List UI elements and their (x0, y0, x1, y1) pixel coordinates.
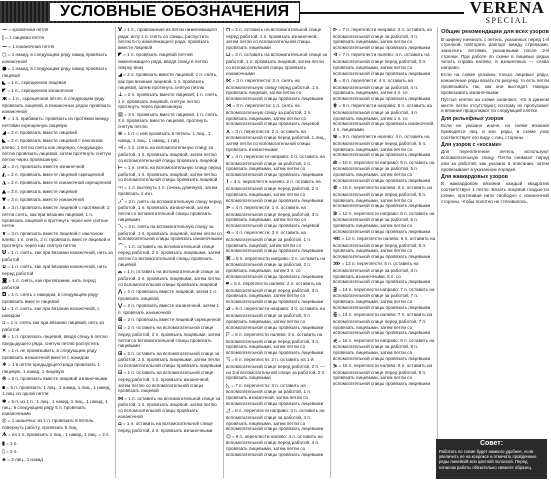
section-heading: Для жаккардовых узоров (441, 174, 508, 181)
legend-description: = 1 лицевая петля (5, 35, 45, 41)
legend-entry (118, 370, 222, 394)
legend-entry (2, 457, 114, 464)
stitch-symbol-icon: ⊕ (2, 334, 7, 341)
legend-entry (2, 189, 114, 196)
legend-entry (333, 312, 436, 336)
legend-description: = 10 п. переплести направо: 5 п. оставить на вспомогательной спице за работой, 5 п. провязать лицевыми, затем петли со вспомогательной спицы провязать лицевыми (333, 159, 435, 183)
legend-description: = 10 п. переплести налево: 5 п. оставить на вспомогательной спице перед работой, 5 п. провязать лицевыми, затем петли со вспомогательной спицы провязать лицевыми (333, 185, 433, 209)
legend-description: = 3 лиц., 1 накид (7, 457, 43, 463)
stitch-symbol-icon: ≡ (118, 131, 123, 138)
stitch-symbol-icon: ⌗ (226, 281, 229, 288)
legend-entry (2, 197, 114, 204)
legend-entry (333, 103, 436, 133)
stitch-symbol-icon: ⊞ (118, 350, 123, 357)
recommendation-paragraph: Пустые клетки на схеме означают, что в данном месте петли отсутствуют, поэтому их пропускают и вязание продолжают по следующей клетке. (441, 96, 549, 114)
legend-entry (118, 112, 222, 130)
stitch-symbol-icon: ⊣ (118, 145, 123, 152)
stitch-symbol-icon: ⋖ (226, 230, 231, 237)
legend-description: = 1 п. снять, как при вязании изнаночной, с накидом (2, 306, 100, 319)
legend-description: = 1 п. снять с накидом, в следующем ряду провязать вместе лицевой (2, 292, 98, 305)
stitch-symbol-icon: ▯ (2, 449, 5, 456)
stitch-symbol-icon: ∎ (2, 384, 6, 391)
stitch-symbol-icon: ∨ (2, 230, 6, 237)
legend-entry (118, 165, 222, 183)
legend-description: = 1 п. прибавить: провязать из протяжки между петлями скрещенную лицевую (2, 116, 109, 128)
section-heading: Для рельефных узоров (441, 115, 504, 122)
stitch-symbol-icon: ✱ (2, 398, 7, 405)
legend-description: = 1 п. снять на вспомогательную спицу за работой, 1 п. провязать лицевой, затем петлю со вспомогательной спицы провязать лицевой (118, 145, 218, 163)
legend-entry (226, 103, 329, 127)
stitch-symbol-icon: ⊗ (2, 376, 7, 383)
legend-description: = кромочная петля (8, 27, 49, 32)
legend-entry (118, 269, 222, 287)
legend-description: = 3 п. провязать вместе лицевой, 1 п. снять, 2 п. провязать вместе лицевой, протянуть снятую петлю (118, 111, 219, 129)
title-block (0, 1, 300, 23)
legend-entry (2, 96, 114, 114)
legend-description: = 3 п. переплести: 1 п. снять на вспомогательную спицу за работой, 2 п. провязать лицевыми, затем петлю со вспомогательной спицы провязать лицевой (226, 103, 320, 127)
stitch-symbol-icon: ▼ (2, 197, 6, 204)
legend-entry (226, 27, 329, 51)
legend-entry (226, 281, 329, 305)
legend-entry (2, 385, 114, 397)
legend-description: = 1 п., провязанная из петли нижележащего ряда: иглу 1 п. снять со спицы, распустить петлю 5-го нижележащего ряда, провязать вместе лицевой (118, 27, 218, 51)
legend-entry (226, 408, 329, 432)
stitch-symbol-icon: ▮ (2, 440, 5, 447)
legend-entry (333, 134, 436, 158)
legend-entry (118, 199, 222, 223)
legend-entry (333, 338, 436, 362)
legend-entry (118, 396, 222, 420)
stitch-symbol-icon: ◿ (226, 408, 230, 415)
legend-entry (118, 72, 222, 90)
legend-description: = 4 п. переплести: 1 п. оставить на вспомогательной спице перед работой, 3 п. провязать лицевыми, затем петлю со вспомогательной спицы провязать лицевой (226, 204, 320, 228)
legend-description: = 8 п. переплести налево: 4 п. оставить на вспомогательной спице перед работой, 4 п. провязать лицевыми, затем петли со вспомогательной спицы провязать лицевыми (226, 433, 324, 457)
stitch-symbol-icon: ⋚ (333, 286, 338, 293)
legend-column-4 (330, 27, 436, 478)
legend-description: = 3 п. провязать вместе изнаночной (7, 197, 84, 203)
stitch-symbol-icon: ⋰ (118, 198, 123, 205)
stitch-symbol-icon: ▤ (118, 111, 123, 118)
stitch-symbol-icon: ⋐ (333, 185, 338, 192)
legend-description: = 9 п. переплести направо: 5 п. оставить на вспомогательной спице за работой, 4 п. провязать лицевыми, затем 1 п. со вспомогательной спицы провязать изнаночной, 4 п. лицевыми (333, 103, 435, 133)
legend-description: = 4 п. переплести направо: 2 п. оставить на вспомогательной спице за работой, 2 п. провязать лицевыми, затем петли со вспомогательной спицы провязать лицевыми (226, 154, 325, 178)
stitch-symbol-icon: ⌒ (118, 243, 123, 250)
section-text: Для переплетения петель используют вспомогательную спицу. Петли снимают перед или за работой, как указано в описании, затем провязывают в указанном порядке. (441, 149, 549, 172)
legend-description: = 2 п. провязать вместе изнаночной скрещенной (7, 180, 112, 186)
legend-description: = 5 п. переплести направо: 3 п. оставить на вспомогательной спице за работой, 2 п. провязать лицевыми, затем 3 п. со вспомогательной спицы провязать лицевыми (226, 255, 326, 279)
legend-columns (2, 27, 549, 478)
recommendations-column (437, 27, 549, 478)
legend-entry (118, 27, 222, 51)
legend-description: = 1 п. оставить на вспомогательной спице за работой, 2 п. провязать лицевыми, затем петлю со вспомогательной спицы провязать лицевой (118, 269, 221, 287)
stitch-symbol-icon: ⋀ (118, 288, 123, 295)
legend-entry (2, 116, 114, 128)
legend-column-3 (223, 27, 329, 478)
stitch-symbol-icon: ⊔ (2, 306, 6, 313)
legend-description: = 1 п. вытянуть 1 п. (очень длинную), затем провязать 1 изн. (118, 184, 218, 197)
legend-column-1 (2, 27, 114, 478)
stitch-symbol-icon: ● (2, 65, 7, 72)
legend-description: = 3 п. переплести: 2 п. снять на вспомогательную спицу перед работой, 1 п. провязать лицевой, затем петли со вспомогательной спицы провязать лицевыми (226, 77, 324, 101)
legend-entry (2, 432, 114, 439)
legend-entry (2, 27, 114, 34)
legend-description: = 3 п. оставить на вспомогательной спице перед работой, 1 п. провязать изнаночной, затем петли со вспомогательной спицы провязать лицевыми (226, 27, 322, 51)
legend-entry (2, 418, 114, 430)
stitch-symbol-icon: ◸ (226, 331, 230, 338)
legend-entry (118, 244, 222, 268)
stitch-symbol-icon: ⋗ (226, 204, 231, 211)
legend-description: = 1 шишечка: из 1 п. провязать 5 петель, повернуть работу, провязать 5 лиц. (2, 418, 95, 431)
legend-entry (226, 256, 329, 280)
legend-description: = 4 п. переплести: 3 п. оставить на вспомогательной спице за работой, 1 п. провязать лицевой, затем петли со вспомогательной спицы провязать лицевыми (226, 230, 324, 254)
stitch-symbol-icon: ◎ (2, 418, 7, 425)
stitch-symbol-icon: ⊳ (333, 27, 338, 33)
legend-entry (333, 27, 436, 51)
stitch-symbol-icon: ⌇ (226, 179, 229, 186)
brand-logo (465, 0, 549, 27)
legend-entry (226, 306, 329, 330)
stitch-symbol-icon: ◈ (2, 457, 6, 464)
legend-column-2 (115, 27, 222, 478)
legend-entry (226, 357, 329, 381)
legend-entry (2, 376, 114, 383)
stitch-symbol-icon: ◣ (2, 138, 6, 145)
legend-entry (118, 92, 222, 110)
stitch-symbol-icon: ⊠ (118, 316, 123, 323)
legend-entry (118, 351, 222, 369)
stitch-symbol-icon: — (2, 27, 7, 33)
legend-entry (226, 332, 329, 356)
legend-description: = 1 п., скрещенная лицевая (7, 79, 67, 85)
legend-description: = 2 п. снять на вспомогательную спицу перед работой, 1 п. провязать изнаночной, затем петли со вспомогательной спицы провязать лицевыми (118, 198, 222, 222)
stitch-symbol-icon: V (118, 27, 122, 33)
legend-description: = 5 п. из 1 п.: 1 лиц., 1 накид, 1 лиц., 1 накид, 1 лиц.; в следующем ряду 5 п. провязать изнаночными (2, 398, 108, 417)
stitch-symbol-icon: ∧ (2, 205, 6, 212)
legend-entry (2, 449, 114, 456)
legend-description: = 8 п. переплести: 4 п. оставить на вспомогательной спице за работой, 4 п. провязать лицевыми, затем 4 п. со вспомогательной спицы провязать лицевыми (333, 77, 431, 101)
stitch-symbol-icon: ▫ (2, 320, 6, 327)
legend-description: = 2 п. провязать вместе изнаночной (7, 163, 85, 169)
stitch-symbol-icon: ♦ (2, 116, 7, 123)
stitch-symbol-icon: ◘ (2, 292, 7, 299)
stitch-symbol-icon: ❖ (2, 362, 7, 369)
stitch-symbol-icon: ⊿ (2, 163, 7, 170)
legend-entry (226, 383, 329, 407)
legend-description: = 2 п. провязать вместе лицевой (7, 130, 78, 136)
stitch-symbol-icon: ⌂ (118, 421, 122, 428)
section-text: В жаккардовом вязании каждый квадратик соответствует 1 петле. Вязать лицевой гладью по схеме, протягивая нити свободно с изнаночной стороны, чтобы полотно не стягивалось. (441, 181, 549, 204)
legend-entry (2, 399, 114, 417)
legend-description: = 2 п. провязать вместе лицевой скрещенной (7, 172, 105, 178)
legend-entry (2, 441, 114, 448)
legend-description: = 1 п. снять, как при вязании изнаночной, нить за работой (2, 250, 113, 263)
legend-entry (2, 35, 114, 42)
legend-entry (333, 287, 436, 311)
legend-entry (2, 52, 114, 64)
advice-text: Работать по схеме будет намного удобнее, если увеличить ее на ксероксе и отмечать пройденные ряды линейкой или цветной полоской. Перед началом работы обязательно свяжите образец. (439, 449, 537, 470)
legend-description: = 2 п. провязать вместе лицевой скрещенной (123, 316, 221, 322)
legend-entry (2, 320, 114, 332)
legend-entry (226, 52, 329, 76)
recommendation-paragraph: В ширину начинать с петель, указанных перед 1-й стрелкой, повторять раппорт между стрелками, закончить петлями, указанными после 2-й стрелки. При работе по схеме в лицевых рядах читать справа налево, в изнаночных — слева направо. (441, 36, 549, 71)
legend-entry (2, 88, 114, 95)
legend-description: = 7 п. переплести: 3 п. оставить на вспомогательной спице за работой, 1 п. провязать изнаночной, затем петли со вспомогательной спицы провязать лицевыми (226, 382, 324, 406)
stitch-symbol-icon: ⊥ (118, 91, 123, 98)
stitch-symbol-icon: | (2, 35, 4, 42)
header-rule (300, 12, 464, 14)
legend-entry (2, 250, 114, 262)
legend-description: = 2 п. снять на вспомогательную спицу за работой, 1 п. провязать лицевой, затем петли со вспомогательной спицы провязать изнаночными (118, 224, 222, 242)
legend-entry (2, 306, 114, 318)
legend-entry (226, 205, 329, 229)
legend-entry (118, 145, 222, 163)
legend-entry (118, 421, 222, 433)
legend-description: = 3 п. оставить на вспомогательной спице за работой, 1 п. провязать лицевой, затем петли со вспомогательной спицы провязать изнаночными (226, 52, 328, 76)
legend-entry (2, 172, 114, 179)
legend-entry (118, 131, 222, 143)
legend-description: = из 1 п. провязать 1 лиц., 1 накид, 1 лиц. = 3 п. (8, 432, 110, 438)
legend-entry (2, 292, 114, 304)
legend-description: = 1 изнаночная петля (8, 43, 55, 49)
legend-description: = 1 п. снять как при вязании лицевой, нить за работой (2, 320, 104, 333)
recommendation-paragraph: Если на схеме указаны только лицевые ряды, изнаночные ряды вязать по рисунку, то есть петли провязывать так, как они выглядят. Накиды провязывать изнаночными. (441, 72, 549, 95)
legend-entry (2, 180, 114, 187)
stitch-symbol-icon: ⋔ (333, 77, 338, 84)
legend-description: = 2 п. провязать вместе лицевой с наклоном влево: 1 петлю снять как лицевую, следующую петлю провязать лицевой, затем протянуть снятую петлю через провязанную (2, 138, 112, 162)
stitch-symbol-icon: ⋟ (333, 362, 338, 369)
legend-entry (2, 348, 114, 360)
stitch-symbol-icon: ⋏ (226, 128, 230, 135)
legend-description: = 1 п. провязать лицевой, вводя спицу в петлю предыдущего ряда, снятую петлю распустить (2, 334, 108, 347)
legend-description: = 1 накид, в следующем ряду накид провязать лицевой (2, 65, 108, 78)
brand-sub: SPECIAL (485, 16, 529, 25)
legend-entry (226, 230, 329, 254)
legend-entry (2, 138, 114, 162)
stitch-symbol-icon: ○ (2, 51, 7, 58)
legend-description: = 16 п. переплести направо: 8 п. оставить на вспомогательной спице за работой, 8 п. провязать лицевыми, затем петли со вспомогательной спицы провязать лицевыми (333, 337, 435, 361)
stitch-symbol-icon: ж (2, 96, 7, 103)
section-text: Если не указано иначе, на схеме вязания приводятся лиц. и изн. ряды, в схеме узор соответствует его виду с лиц. стороны. (441, 123, 549, 140)
legend-description: = 7 п. переплести налево: 4 п. оставить на вспомогательной спице перед работой, 3 п. провязать лицевыми, затем петли со вспомогательной спицы провязать лицевыми (333, 52, 431, 76)
legend-description: = 5 п. переплести налево: 2 п. оставить на вспомогательной спице перед работой, 3 п. провязать лицевыми, затем петли со вспомогательной спицы провязать лицевыми (226, 281, 324, 305)
legend-description: = 3 п. переплести: 2 п. оставить на вспомогательной спице перед работой, 1 лиц., затем петли со вспомогательной спицы провязать изнаночными (226, 128, 326, 152)
legend-description: = 14 п. переплести направо: 7 п. оставить на вспомогательной спице за работой, 7 п. провязать лицевыми, затем петли со вспомогательной спицы провязать лицевыми (333, 286, 435, 310)
legend-entry (118, 289, 222, 301)
stitch-symbol-icon: ▲ (2, 188, 6, 195)
stitch-symbol-icon: ⋞ (333, 337, 338, 344)
legend-entry (333, 363, 436, 387)
legend-description: = 1 п., скрещенная петля, в следующем ряду провязать лицевой, в изнаночных рядах провязать изнаночной (2, 96, 111, 114)
stitch-symbol-icon: ⊡ (118, 325, 123, 332)
legend-description: = 1 п. (6, 440, 18, 446)
stitch-symbol-icon: ⋒ (333, 159, 338, 166)
brand-name: VERENA (469, 0, 545, 17)
stitch-symbol-icon: ⋊ (226, 103, 231, 110)
stitch-symbol-icon: ⊓ (226, 27, 230, 33)
legend-entry (118, 303, 222, 315)
legend-description: = 7 п. переплести направо: 3 п. оставить на вспомогательной спице за работой, 4 п. провязать лицевыми, затем петли со вспомогательной спицы провязать лицевыми (333, 27, 432, 51)
stitch-symbol-icon: ⋑ (333, 210, 338, 217)
stitch-symbol-icon: ⊔ (226, 52, 230, 59)
stitch-symbol-icon: ⋓ (333, 134, 338, 141)
legend-entry (118, 185, 222, 197)
legend-entry (2, 66, 114, 78)
stitch-symbol-icon: ⋛ (333, 312, 338, 319)
legend-entry (2, 130, 114, 137)
legend-description: = 1 в петле предыдущего ряда провязать 1 лицевую, 1 накид, 1 лицевую (2, 362, 100, 375)
advice-box (436, 439, 547, 479)
legend-description: = 2 п. оставить на вспомогательной спице за работой, 2 п. провязать лицевыми, затем петли со вспомогательной спицы провязать лицевыми (118, 350, 222, 368)
legend-entry (118, 317, 222, 324)
legend-description: = 1 п. не провязывать; в следующем ряду провязать изнаночной вместе с накидом (2, 348, 97, 361)
stitch-symbol-icon: ◤ (2, 88, 6, 95)
stitch-symbol-icon: ◹ (226, 357, 230, 364)
legend-description: = 3 п. провязать вместе лицевой с наклоном влево: 1 п. снять, 2 п. провязать вместе лицевой и протянуть через них снятую петлю (2, 230, 111, 249)
legend-entry (2, 334, 114, 346)
legend-description: = 1 п. снять, как при вязании изнаночной, нить перед работой (2, 264, 107, 277)
legend-entry (226, 154, 329, 178)
legend-description: = 1 п. снять, как при вязании, нить перед работой (2, 278, 96, 291)
page-header (0, 0, 551, 26)
legend-entry (2, 278, 114, 290)
stitch-symbol-icon: ⋯ (118, 184, 123, 191)
section-heading: Для узоров с «косами» (441, 142, 502, 149)
legend-entry (118, 325, 222, 349)
legend-entry (2, 362, 114, 374)
legend-description: = 2 п. оставить на вспомогательной спице перед работой, 2 п. провязать лицевыми, затем петли со вспомогательной спицы провязать лицевыми (118, 325, 221, 349)
legend-description: = 1 п. оставить на вспомогательной спице перед работой, 2 п. провязать лицевыми, затем петлю со вспомогательной спицы провязать лицевой (118, 243, 221, 267)
legend-entry (2, 231, 114, 249)
legend-entry (333, 261, 436, 285)
stitch-symbol-icon: ◢ (118, 72, 122, 79)
stitch-symbol-icon: ◤ (118, 52, 122, 59)
stitch-symbol-icon: ⌓ (118, 269, 122, 276)
legend-description: = 3 п. провязать вместе лицевой изнаночными (7, 376, 108, 382)
page-title: УСЛОВНЫЕ ОБОЗНАЧЕНИЯ (50, 3, 299, 21)
legend-description: = 12 п. переплести направо: 6 п. оставить на вспомогательной спице за работой, 6 п. провязать лицевыми, затем петли со вспомогательной спицы провязать лицевыми (333, 210, 435, 234)
legend-description: = 1 п. провязать лицевой петлей нижележащего ряда, вводя спицу в петлю сверху вниз (118, 52, 208, 70)
legend-description: = 3 п. провязать вместе лицевой (7, 188, 78, 194)
stitch-symbol-icon: ᗑ (2, 432, 7, 439)
stitch-symbol-icon: ⋁ (118, 302, 123, 309)
legend-description: = 4 п. переплести налево: 2 п. оставить на вспомогательной спице перед работой, 2 п. провязать лицевыми, затем петли со вспомогательной спицы провязать лицевыми (226, 179, 324, 203)
stitch-symbol-icon: ⋕ (333, 103, 338, 110)
stitch-symbol-icon: ⌘ (226, 255, 231, 262)
legend-description: = 13 п. переплести: 5 п. оставить на вспомогательной спице за работой, 3 п. провязать изнаночными, 5 п. со вспомогательной спицы провязать лицевыми (333, 261, 431, 285)
legend-description: = 2 п. провязать вместе лицевой, затем 1 п. провязать лицевой (118, 288, 218, 301)
legend-description: = 14 п. переплести налево: 7 п. оставить на вспомогательной спице перед работой, 7 п. провязать лицевыми, затем петли со вспомогательной спицы провязать лицевыми (333, 312, 433, 336)
legend-description: = 6 п. переплести: 2 п. оставить на 1-й вспомогательной спице перед работой, 2 п. — на 2-й вспомогательной спице за работой, 2 п. провязать лицевыми (226, 357, 326, 381)
legend-entry (333, 236, 436, 260)
legend-description: = 12 п. переплести налево: 6 п. оставить на вспомогательной спице перед работой, 6 п. провязать лицевыми, затем петли со вспомогательной спицы провязать лицевыми (333, 235, 436, 260)
stitch-symbol-icon: ⋙ (333, 261, 341, 268)
legend-description: = 1 накид, в следующем ряду накид провязать изнаночной (2, 51, 108, 64)
legend-entry (2, 164, 114, 171)
stitch-symbol-icon: ⋉ (226, 77, 231, 84)
stitch-symbol-icon: U (2, 250, 6, 257)
stitch-symbol-icon: ∪ (2, 264, 6, 271)
legend-description: = 3 п. (6, 449, 18, 455)
legend-description: = 2 п. провязать вместе лицевой: 1 п. снять, как при вязании лицевой, 1 п. провязать лицевой, затем протянуть снятую петлю (118, 72, 218, 90)
legend-entry (2, 205, 114, 229)
legend-description: = 1 п. с ней провязать 5 петель: 1 лиц., 1 накид, 1 лиц., 1 накид, 1 лиц. (118, 131, 211, 143)
stitch-symbol-icon: ◺ (226, 382, 230, 389)
legend-entry (2, 264, 114, 276)
legend-description: = 2 п. провязать вместе лицевой; 1 п. снять, 1 п. провязать лицевой, снятую петлю протянуть через провязанную (118, 91, 219, 110)
legend-description: = 1 п., скрещенная изнаночная (7, 88, 74, 94)
legend-entry (2, 80, 114, 87)
stitch-symbol-icon: ⊲ (333, 52, 338, 59)
stitch-symbol-icon: ⋈ (118, 395, 123, 402)
legend-description: = 3 п. провязать вместе лицевой с протяжкой: 2 петли снять, как при вязании лицевой, 1 п. провязать лицевой и протянуть через нее снятые петли (2, 205, 110, 229)
stitch-symbol-icon: ✕ (2, 348, 7, 355)
stitch-symbol-icon: ⋎ (226, 154, 230, 161)
legend-description: = 9 п. переплести налево: 4 п. оставить на вспомогательной спице перед работой, 5 п. провязать лицевыми, затем петли со вспомогательной спицы провязать лицевыми (333, 134, 431, 158)
legend-entry (226, 78, 329, 102)
legend-entry (333, 78, 436, 102)
legend-entry (2, 44, 114, 51)
stitch-symbol-icon: ◙ (2, 278, 7, 285)
stitch-symbol-icon: ◮ (2, 180, 6, 187)
legend-entry (118, 224, 222, 242)
legend-description: = 8 п. переплести направо: 4 п. оставить на вспомогательной спице за работой, 4 п. провязать лицевыми, затем петли со вспомогательной спицы провязать лицевыми (226, 408, 325, 432)
legend-description: = 5 п. провязать: 1 лиц., 1 накид, 1 лиц., 1 накид, 1 лиц. из одной петли (2, 384, 111, 397)
advice-title: Совет: (479, 440, 504, 447)
legend-description: = 1 п. оставить на вспомогательной спице за работой, 1 п. провязать лицевой, затем петлю со вспомогательной спицы провязать изнаночной (118, 395, 221, 419)
legend-description: = 6 п. переплести направо: 3 п. оставить на вспомогательной спице за работой, 3 п. провязать лицевыми, затем петли со вспомогательной спицы провязать лицевыми (226, 306, 325, 330)
legend-entry (333, 185, 436, 209)
legend-entry (333, 211, 436, 235)
stitch-symbol-icon: ⋘ (333, 235, 341, 242)
legend-description: = 1 п. оставить на вспомогательной спице перед работой, 2 п. провязать изнаночными (118, 421, 213, 433)
stitch-symbol-icon: ⊢ (118, 164, 123, 171)
legend-entry (118, 52, 222, 70)
stitch-symbol-icon: ◣ (2, 79, 6, 86)
stitch-symbol-icon: ◭ (2, 172, 6, 179)
legend-entry (333, 52, 436, 76)
legend-entry (226, 179, 329, 203)
legend-entry (333, 160, 436, 184)
legend-description: = 6 п. переплести налево: 3 п. оставить на вспомогательной спице перед работой, 3 п. провязать лицевыми, затем петли со вспомогательной спицы провязать лицевыми (226, 331, 324, 355)
legend-description: = 1 п. оставить на вспомогательной спице перед работой, 1 п. провязать изнаночной, затем петлю со вспомогательной спицы провязать лицевой (118, 370, 214, 394)
stitch-symbol-icon: ⌬ (226, 433, 231, 440)
stitch-symbol-icon: ⋱ (118, 224, 123, 231)
stitch-symbol-icon: ⊟ (118, 370, 123, 377)
recommendations-heading: Общие рекомендации для всех узоров (441, 29, 549, 35)
legend-entry (226, 434, 329, 458)
stitch-symbol-icon: — (2, 43, 7, 50)
legend-description: = 1 п. снять на вспомогательную спицу перед работой, 1 п. провязать лицевой, затем петлю со вспомогательной спицы провязать лицевой (118, 164, 222, 183)
stitch-symbol-icon: ⊿ (226, 306, 231, 313)
legend-entry (226, 129, 329, 153)
stitch-symbol-icon: ◢ (2, 130, 6, 137)
legend-description: = 16 п. переплести налево: 8 п. оставить на вспомогательной спице перед работой, 8 п. провязать лицевыми, затем петли со вспомогательной спицы провязать лицевыми (333, 362, 433, 387)
legend-description: = 2 п. провязать вместе изнаночной, затем 1 п. провязать изнаночной (118, 302, 220, 315)
